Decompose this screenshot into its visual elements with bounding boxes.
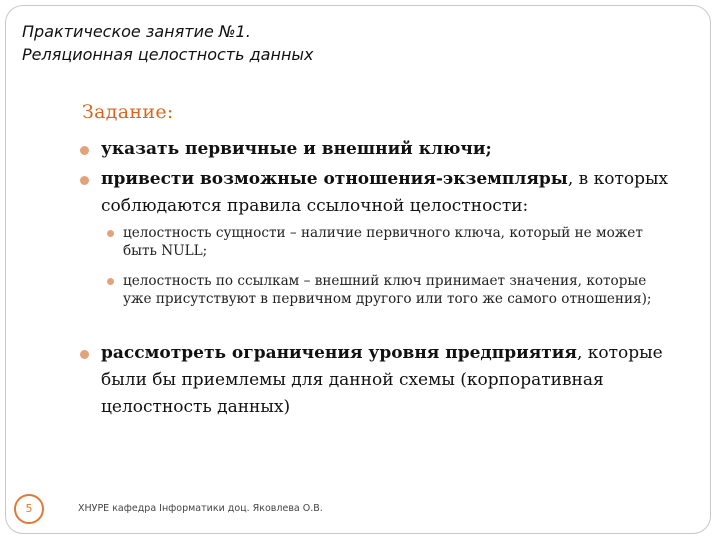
bullet-2 — [80, 166, 680, 220]
bullet-1-bold: указать первичные и внешний ключи; — [101, 139, 492, 159]
task-header: Задание: — [82, 101, 174, 123]
title-line-2: Реляционная целостность данных — [22, 45, 314, 64]
bullet-2-bold: привести возможные отношения-экземпляры — [101, 169, 568, 189]
sub-bullet-dot-icon — [107, 278, 114, 285]
sub-bullet-1-text: целостность сущности – наличие первичного ключа, который не может быть NULL; — [123, 225, 643, 259]
bullet-2-rest: , в которых соблюдаются правила ссылочной целостности: — [101, 169, 669, 216]
footer-text: ХНУРЕ кафедра Інформатики доц. Яковлева О.В. — [78, 503, 323, 514]
title-line-1: Практическое занятие №1. — [22, 22, 251, 41]
bullet-3-bold: рассмотреть ограничения уровня предприятия — [101, 343, 577, 363]
sub-bullet-1 — [107, 224, 667, 260]
bullet-1 — [80, 136, 680, 163]
sub-bullet-2-text: целостность по ссылкам – внешний ключ принимает значения, которые уже присутствуют в первичном другого или того же самого отношения); — [123, 273, 652, 307]
bullet-3 — [80, 340, 680, 421]
sub-bullet-dot-icon — [107, 230, 114, 237]
slide-frame — [5, 5, 711, 534]
sub-bullet-2 — [107, 272, 667, 308]
slide-title — [22, 20, 314, 66]
bullet-3-rest: , которые были бы приемлемы для данной схемы (корпоративная целостность данных) — [101, 343, 663, 417]
bullet-dot-icon — [80, 176, 89, 185]
bullet-dot-icon — [80, 146, 89, 155]
page-number-badge: 5 — [14, 494, 44, 524]
bullet-dot-icon — [80, 350, 89, 359]
